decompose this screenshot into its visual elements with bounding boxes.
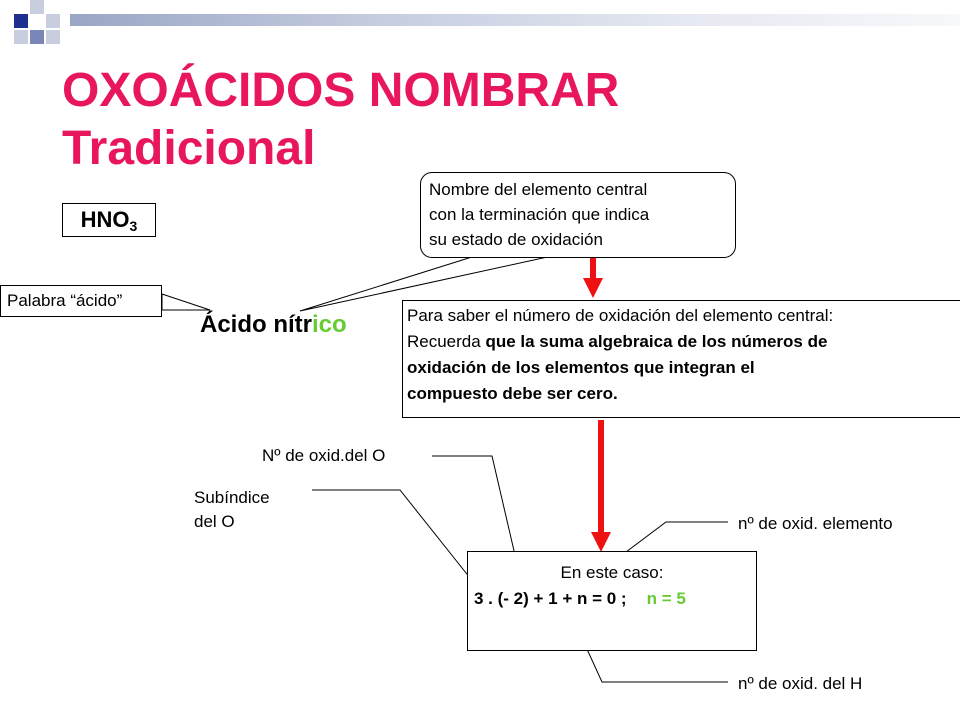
label-oxid-element: nº de oxid. elemento — [738, 514, 893, 533]
red-arrow-1-head — [583, 278, 603, 298]
red-arrow-1-shaft — [590, 256, 596, 280]
acid-name-stem: Ácido nítr — [200, 311, 312, 338]
case-result: n = 5 — [646, 589, 686, 608]
label-oxid-H: nº de oxid. del H — [738, 674, 863, 693]
label-subindex-line1: Subíndice — [194, 488, 270, 507]
info-line2-plain: Recuerda — [407, 332, 486, 351]
label-oxid-O: Nº de oxid.del O — [262, 446, 386, 465]
callout-central-element-line3: su estado de oxidación — [429, 230, 603, 249]
callout-central-element-line2: con la terminación que indica — [429, 205, 650, 224]
info-line3-bold: oxidación de los elementos que integran el — [407, 358, 755, 377]
acid-name-suffix: ico — [312, 311, 347, 338]
info-line3 — [407, 355, 960, 381]
case-box — [467, 551, 757, 651]
callout-tail-acid-word — [162, 294, 210, 310]
callout-acid-word: Palabra “ácido” — [0, 285, 162, 317]
label-subindex-line2: del O — [194, 512, 235, 531]
info-line4 — [407, 381, 960, 407]
case-equation: 3 . (- 2) + 1 + n = 0 ; — [474, 589, 627, 608]
formula-subscript: 3 — [129, 218, 138, 234]
callout-central-element — [420, 172, 736, 258]
formula-base: HNO — [80, 207, 130, 232]
label-subindex — [194, 486, 270, 534]
acid-name — [200, 310, 347, 340]
callout-central-element-line1: Nombre del elemento central — [429, 180, 648, 199]
info-line2 — [407, 329, 960, 355]
info-line4-bold: compuesto debe ser cero. — [407, 384, 618, 403]
case-intro: En este caso: — [560, 563, 664, 582]
case-equation-line — [468, 586, 756, 612]
red-arrow-2-head — [591, 532, 611, 552]
leader-subindex — [312, 490, 478, 588]
info-line1: Para saber el número de oxidación del elemento central: — [407, 306, 834, 325]
info-line2-bold: que la suma algebraica de los números de — [485, 332, 828, 351]
page-title-line2: Tradicional — [62, 122, 316, 175]
red-arrow-2-shaft — [598, 420, 604, 534]
info-box — [402, 300, 960, 418]
page-title-line1: OXOÁCIDOS NOMBRAR — [62, 64, 620, 117]
